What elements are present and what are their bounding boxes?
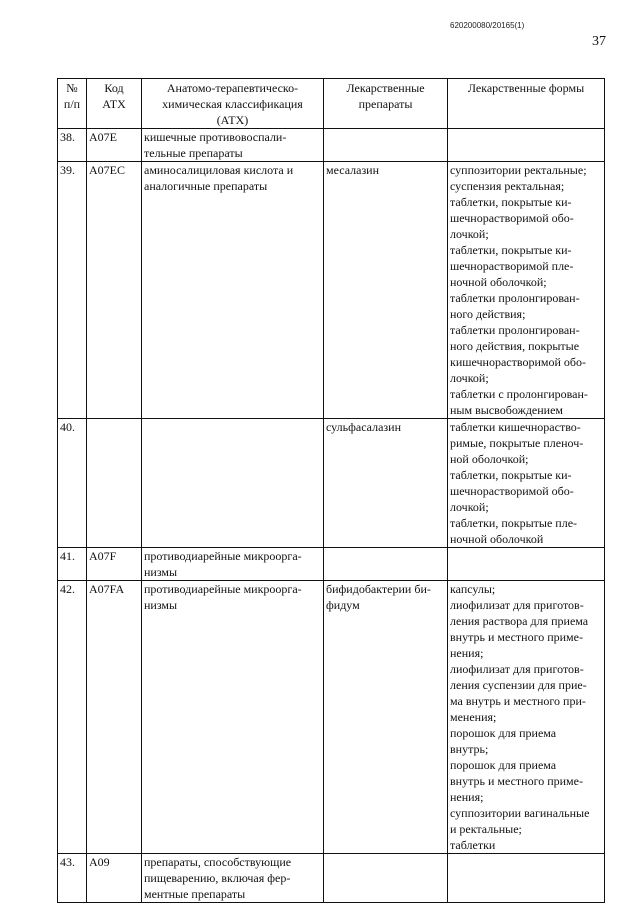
table-row bbox=[58, 854, 605, 903]
dosage-forms: суппозитории ректальные; суспензия ректальная; таблетки, покрытые ки- шечнорастворимой обо- лочкой; таблетки, покрытые ки- шечнорастворимой пле- ночной оболочкой; таблетки пролонгирован- ного действия; таблетки пролонгирован- ного действия, покрытые кишечнорастворимой обо- лочкой; таблетки с пролонгирован- ным высвобождением bbox=[448, 162, 605, 419]
table-row bbox=[58, 419, 605, 548]
page-number: 37 bbox=[592, 34, 606, 49]
table-header-row bbox=[58, 79, 605, 129]
atx-table bbox=[57, 78, 605, 903]
classification: препараты, способствующие пищеварению, включая фер- ментные препараты bbox=[142, 854, 324, 903]
table-row bbox=[58, 548, 605, 581]
drug bbox=[324, 548, 448, 581]
drug bbox=[324, 129, 448, 162]
classification: аминосалициловая кислота и аналогичные препараты bbox=[142, 162, 324, 419]
atx-code: A07FA bbox=[87, 581, 142, 854]
column-header-atx-code: Код АТХ bbox=[87, 79, 142, 129]
column-header-dosage-forms: Лекарственные формы bbox=[448, 79, 605, 129]
table-row bbox=[58, 129, 605, 162]
dosage-forms: таблетки кишечнораство- римые, покрытые пленоч- ной оболочкой; таблетки, покрытые ки- шечнорастворимой обо- лочкой; таблетки, покрытые пле- ночной оболочкой bbox=[448, 419, 605, 548]
column-header-classification: Анатомо-терапевтическо- химическая классификация (АТХ) bbox=[142, 79, 324, 129]
drug bbox=[324, 854, 448, 903]
dosage-forms bbox=[448, 129, 605, 162]
atx-code: A07E bbox=[87, 129, 142, 162]
dosage-forms: капсулы; лиофилизат для приготов- ления раствора для приема внутрь и местного приме- нения; лиофилизат для приготов- ления суспензии для прие- ма внутрь и местного при- менения; порошок для приема внутрь; порошок для приема внутрь и местного приме- нения; суппозитории вагинальные и ректальные; таблетки bbox=[448, 581, 605, 854]
atx-code: A07EC bbox=[87, 162, 142, 419]
table-row bbox=[58, 162, 605, 419]
document-code: 620200080/20165(1) bbox=[450, 21, 525, 30]
row-number: 41. bbox=[58, 548, 87, 581]
table-row bbox=[58, 581, 605, 854]
classification: противодиарейные микроорга- низмы bbox=[142, 581, 324, 854]
row-number: 40. bbox=[58, 419, 87, 548]
classification: противодиарейные микроорга- низмы bbox=[142, 548, 324, 581]
classification: кишечные противовоспали- тельные препараты bbox=[142, 129, 324, 162]
classification bbox=[142, 419, 324, 548]
atx-code: A09 bbox=[87, 854, 142, 903]
row-number: 38. bbox=[58, 129, 87, 162]
row-number: 39. bbox=[58, 162, 87, 419]
row-number: 42. bbox=[58, 581, 87, 854]
dosage-forms bbox=[448, 854, 605, 903]
column-header-number: № п/п bbox=[58, 79, 87, 129]
drug: сульфасалазин bbox=[324, 419, 448, 548]
atx-code bbox=[87, 419, 142, 548]
drug: месалазин bbox=[324, 162, 448, 419]
row-number: 43. bbox=[58, 854, 87, 903]
column-header-drugs: Лекарственные препараты bbox=[324, 79, 448, 129]
atx-code: A07F bbox=[87, 548, 142, 581]
dosage-forms bbox=[448, 548, 605, 581]
drug: бифидобактерии би- фидум bbox=[324, 581, 448, 854]
